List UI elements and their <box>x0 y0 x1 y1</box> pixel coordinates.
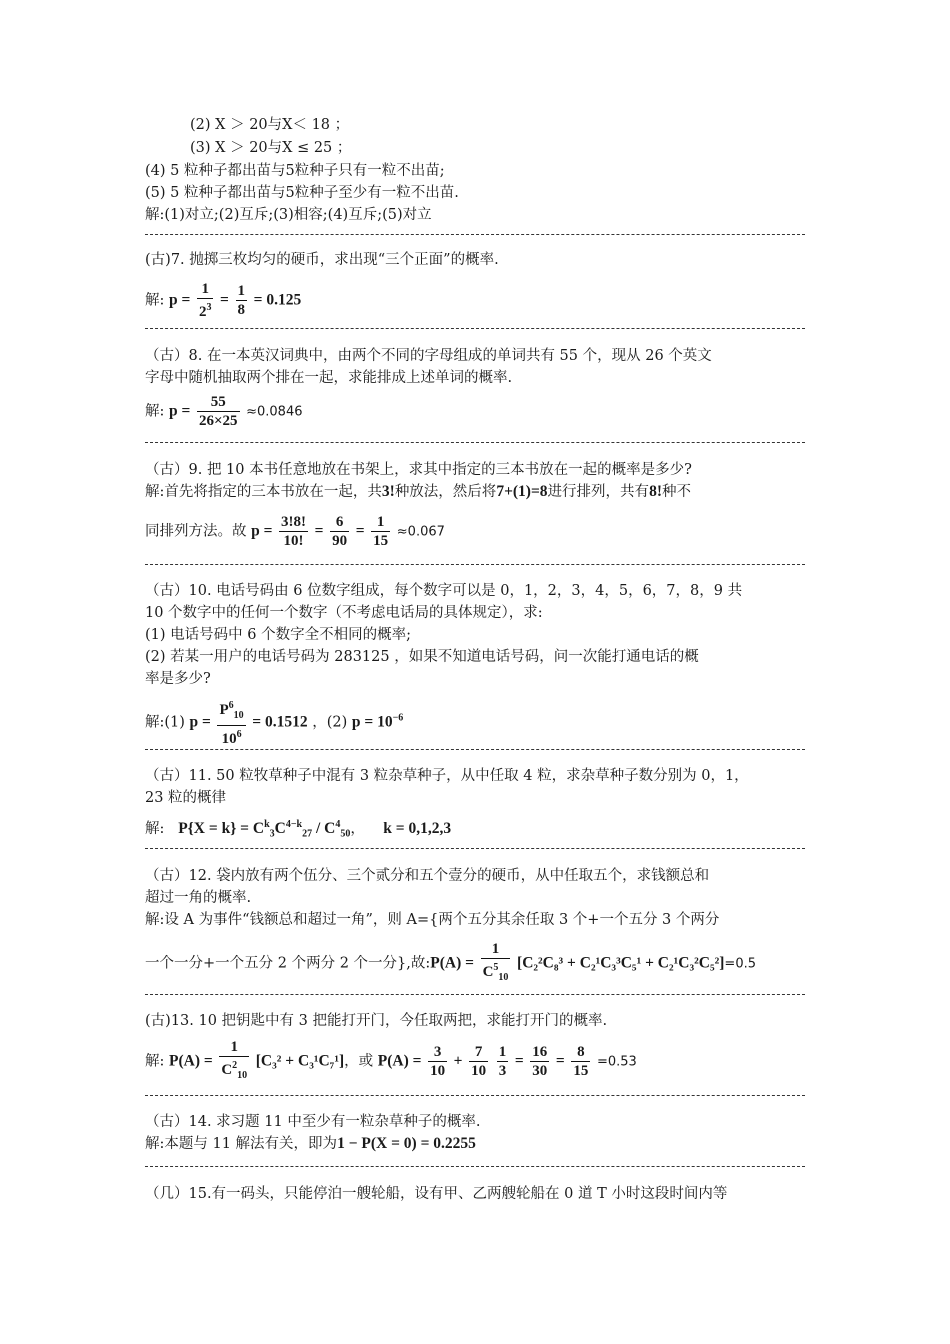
answer-8 <box>145 393 303 430</box>
solution-label: 解: <box>145 1053 165 1070</box>
math-text: / C <box>312 819 336 837</box>
math-text: C <box>482 964 494 980</box>
question-10: （古）10. 电话号码由 6 位数字组成，每个数字可以是 0，1，2，3，4，5，6，7，8，9 共 <box>145 583 743 599</box>
fraction <box>197 280 214 321</box>
solution-label: 解: <box>145 403 165 420</box>
numerator: 1 <box>481 940 511 959</box>
math-text: 7+(1)=8 <box>496 483 548 500</box>
math-text: C <box>221 1062 233 1078</box>
text-line: (3) X ＞ 20与X ≤ 25 ； <box>190 140 352 156</box>
question-8: （古）8. 在一本英汉词典中，由两个不同的字母组成的单词共有 55 个，现从 26 个英文 <box>145 348 712 364</box>
denominator: 26×25 <box>198 413 238 429</box>
denominator <box>197 299 214 321</box>
math-text: + <box>453 1052 463 1070</box>
solution-label: 解: <box>145 292 165 309</box>
denominator: 15 <box>573 1063 589 1079</box>
answer-10 <box>145 697 403 748</box>
math-text: P(A) = <box>377 1052 422 1070</box>
fraction <box>497 1043 509 1080</box>
divider <box>145 1166 805 1167</box>
divider <box>145 234 805 235</box>
fraction <box>279 513 308 550</box>
question-13: (古)13. 10 把钥匙中有 3 把能打开门，今任取两把，求能打开门的概率. <box>145 1013 608 1029</box>
fraction <box>371 513 390 550</box>
math-text: k = 0,1,2,3 <box>383 819 452 837</box>
text: 同排列方法。故 <box>145 523 247 540</box>
numerator <box>217 697 245 726</box>
math-text: P(A) = <box>430 954 474 972</box>
answer-13 <box>145 1038 637 1085</box>
question-7: (古)7. 抛掷三枚均匀的硬币，求出现“三个正面”的概率. <box>145 252 499 268</box>
question-11: （古）11. 50 粒牧草种子中混有 3 粒杂草种子，从中任取 4 粒，求杂草种子数分别为 0，1， <box>145 768 749 784</box>
denominator: 10 <box>471 1063 487 1079</box>
math-text: = 0.1512 <box>252 713 308 731</box>
solution-label: 解: <box>145 820 165 837</box>
divider <box>145 442 805 443</box>
math-text: 3! <box>381 483 395 500</box>
text: ， <box>344 1053 359 1070</box>
question-8-cont: 字母中随机抽取两个排在一起，求能排成上述单词的概率. <box>145 370 513 386</box>
approx-value: ≈0.067 <box>396 524 445 540</box>
math-text: P{X = k} = C <box>178 819 265 837</box>
numerator: 8 <box>571 1043 590 1062</box>
approx-value: =0.5 <box>724 956 756 972</box>
denominator: 15 <box>373 533 389 549</box>
divider <box>145 328 805 329</box>
fraction <box>219 1038 249 1085</box>
fraction <box>428 1043 447 1080</box>
answer-line: 解:(1)对立;(2)互斥;(3)相容;(4)互斥;(5)对立 <box>145 207 432 223</box>
text-line: (2) X ＞ 20与X＜ 18 ； <box>190 117 350 133</box>
question-10-part2-cont: 率是多少? <box>145 671 211 687</box>
fraction <box>217 697 245 748</box>
text: 种不 <box>661 484 691 500</box>
math-text: [C₂²C₈³ + C₂¹C₃³C₅¹ + C₂¹C₃²C₅²] <box>517 954 725 972</box>
answer-11 <box>145 815 451 845</box>
solution-label: 解:(1) <box>145 714 185 731</box>
divider <box>145 749 805 750</box>
text: 一个一分+一个五分 2 个两分 2 个一分},故: <box>145 955 431 972</box>
numerator: 16 <box>532 1044 548 1060</box>
denominator <box>219 1057 249 1085</box>
fraction <box>530 1043 549 1080</box>
answer-7 <box>145 280 301 321</box>
math-text: = <box>314 522 324 540</box>
math-text: 1 − P(X = 0) = 0.2255 <box>337 1135 476 1152</box>
question-15: （几）15.有一码头，只能停泊一艘轮船，设有甲、乙两艘轮船在 0 道 T 小时这段时间内等 <box>145 1186 728 1202</box>
question-12-cont: 超过一角的概率. <box>145 890 252 906</box>
math-text: 2 <box>198 304 207 320</box>
text-line: (4) 5 粒种子都出苗与5粒种子只有一粒不出苗; <box>145 163 445 179</box>
math-text: P <box>219 702 229 718</box>
question-10-cont: 10 个数字中的任何一个数字（不考虑电话局的具体规定），求: <box>145 605 543 621</box>
question-10-part1: (1) 电话号码中 6 个数字全不相同的概率; <box>145 627 411 643</box>
numerator: 1 <box>219 1038 249 1057</box>
denominator: 10 <box>430 1063 446 1079</box>
divider <box>145 1095 805 1096</box>
answer-12-formula <box>145 940 756 987</box>
text-line: (5) 5 粒种子都出苗与5粒种子至少有一粒不出苗. <box>145 185 459 201</box>
math-text: = <box>220 291 229 309</box>
denominator: 8 <box>237 302 245 318</box>
text: 种放法，然后将 <box>394 484 497 500</box>
math-sup: 4 <box>335 819 341 830</box>
answer-9 <box>145 482 691 502</box>
denominator: 90 <box>332 533 348 549</box>
math-text: P(A) = <box>169 1052 213 1070</box>
numerator: 6 <box>330 513 349 532</box>
math-sup: 5 <box>493 962 499 973</box>
divider <box>145 564 805 565</box>
denominator <box>481 959 511 987</box>
math-sup: 6 <box>236 729 242 740</box>
text: 解:首先将指定的三本书放在一起，共 <box>145 484 382 500</box>
divider <box>145 848 805 849</box>
question-14: （古）14. 求习题 11 中至少有一粒杂草种子的概率. <box>145 1114 481 1130</box>
numerator: 3!8! <box>281 514 307 530</box>
denominator <box>217 726 245 748</box>
answer-12: 解:设 A 为事件“钱额总和超过一角”，则 A={两个五分其余任取 3 个+一个五分 3 个两分 <box>145 912 720 928</box>
question-9: （古）9. 把 10 本书任意地放在书架上，求其中指定的三本书放在一起的概率是多少? <box>145 462 692 478</box>
text: 进行排列，共有 <box>547 484 650 500</box>
fraction <box>330 513 349 550</box>
fraction <box>236 282 248 319</box>
fraction <box>197 393 240 430</box>
answer-9-formula <box>145 513 445 550</box>
math-sub: 3 <box>269 828 275 840</box>
math-text: = <box>555 1052 565 1070</box>
math-text: p = 10 <box>351 713 393 731</box>
math-sub: 10 <box>498 972 509 983</box>
fraction <box>571 1043 590 1080</box>
text: ，(2) <box>312 714 348 731</box>
math-sub: 10 <box>233 710 244 721</box>
approx-value: =0.53 <box>596 1054 637 1070</box>
fraction <box>469 1043 488 1080</box>
numerator: 1 <box>498 1044 507 1060</box>
math-text: = <box>355 522 365 540</box>
numerator: 1 <box>237 283 245 299</box>
numerator: 3 <box>428 1043 447 1062</box>
denominator: 30 <box>532 1063 548 1079</box>
math-sup: k <box>264 819 270 830</box>
numerator: 1 <box>197 280 214 299</box>
math-sup: 4−k <box>285 819 303 830</box>
denominator: 10! <box>283 533 304 549</box>
math-sup: 2 <box>232 1060 238 1071</box>
math-text: p = <box>169 402 191 420</box>
math-text: p = <box>169 291 191 309</box>
math-sup: −6 <box>392 712 404 724</box>
text: ， <box>350 820 365 837</box>
approx-value: ≈0.0846 <box>246 404 303 420</box>
math-text: = <box>514 1052 524 1070</box>
math-sup: 6 <box>228 700 234 711</box>
question-11-cont: 23 粒的概律 <box>145 790 227 806</box>
math-sub: 50 <box>340 828 351 840</box>
math-text: = 0.125 <box>253 291 302 309</box>
denominator: 3 <box>498 1063 507 1079</box>
math-sub: 10 <box>237 1070 248 1081</box>
question-12: （古）12. 袋内放有两个伍分、三个贰分和五个壹分的硬币，从中任取五个，求钱额总和 <box>145 868 710 884</box>
math-text: 8! <box>649 483 662 500</box>
math-sup: 3 <box>206 302 212 313</box>
math-text: p = <box>189 713 211 731</box>
math-text: [C₃² + C₃¹C₇¹] <box>255 1052 345 1070</box>
math-sub: 27 <box>302 828 313 840</box>
math-text: p = <box>251 522 273 540</box>
numerator: 7 <box>469 1043 488 1062</box>
question-10-part2: (2) 若某一用户的电话号码为 283125 ，如果不知道电话号码，问一次能打通电话的概 <box>145 649 699 665</box>
divider <box>145 994 805 995</box>
math-text: C <box>274 819 286 837</box>
fraction <box>481 940 511 987</box>
answer-14 <box>145 1134 476 1154</box>
math-text: 10 <box>221 731 237 747</box>
text: 解:本题与 11 解法有关，即为 <box>145 1136 338 1152</box>
numerator: 55 <box>197 393 240 412</box>
text: 或 <box>358 1053 374 1070</box>
numerator: 1 <box>371 513 390 532</box>
